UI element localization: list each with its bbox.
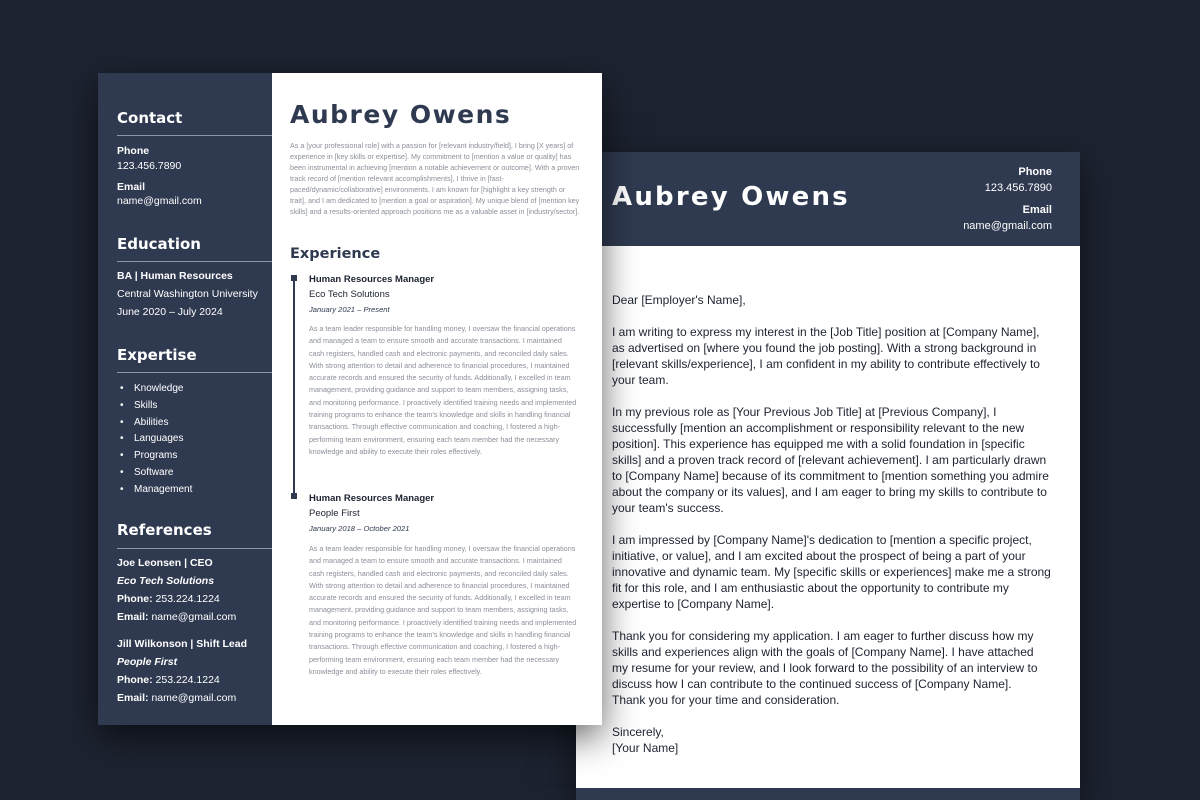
resume-main: [272, 73, 602, 725]
education-school: Central Washington University: [117, 288, 258, 300]
expertise-item: • Software: [120, 465, 192, 482]
cover-phone-label: Phone: [1018, 166, 1052, 178]
job-1-description: As a team leader responsible for handling money, I oversaw the financial operations and managed a team to ensure smooth and accurate transactions. I maintained cash registers, handled cash and electronic payments, and reconciled daily sales. With strong attention to detail and adherence to financial procedures, I maintained accurate records and ensured the security of funds. Additionally, I excelled in team management, providing guidance and support to team members, assigning tasks, and monitoring performance. I proactively identified training needs and implemented training programs to enhance the team's knowledge and skills in handling financial transactions. Through effective communication and coaching, I fostered a high-performing team environment, ensuring each team member had the necessary knowledge and ability to execute their roles effectively.: [309, 324, 577, 456]
cover-letter-page: [576, 152, 1080, 800]
job-2-dates: January 2018 – October 2021: [309, 524, 410, 533]
cover-letter-body: [612, 292, 1052, 772]
contact-email-label: Email: [117, 181, 146, 193]
reference-2-phone: 253.224.1224: [155, 674, 220, 686]
reference-2-email: name@gmail.com: [151, 692, 237, 704]
contact-phone: 123.456.7890: [117, 160, 182, 172]
cover-letter-footer-bar: [576, 788, 1080, 800]
cover-letter-header: [576, 152, 1080, 246]
resume-page: [98, 73, 602, 725]
contact-heading: Contact: [117, 109, 183, 127]
contact-email: name@gmail.com: [117, 195, 202, 207]
resume-summary: As a [your professional role] with a passion for [relevant industry/field], I bring [X years] of experience in [key skills or expertise]. My commitment to [mention a value or quality] has been instrumental in achieving [mention a notable achievement or outcome]. With a proven track record of [mention relevant accomplishments], I thrive in [fast-paced/dynamic/collaborative] environments. I am known for [highlight a key strength or trait], and I am dedicated to [mention a goal or aspiration]. My unique blend of [mention key skills] and a results-oriented approach positions me as a valuable asset in [industry/sector].: [290, 141, 580, 216]
job-1-title: Human Resources Manager: [309, 274, 435, 285]
cover-paragraph-4: Thank you for considering my application. I am eager to further discuss how my skills and experiences align with the goals of [Company Name]. I have attached my resume for your review, and I look forward to the possibility of an interview to discuss how I can contribute to the continued success of [Company Name].: [612, 629, 1038, 691]
reference-1-email-label: Email:: [117, 611, 149, 623]
reference-1-name: Joe Leonsen | CEO: [117, 557, 213, 569]
expertise-item: • Knowledge: [120, 381, 192, 398]
expertise-item: • Management: [120, 482, 192, 499]
expertise-item: • Programs: [120, 448, 192, 465]
education-degree: BA | Human Resources: [117, 270, 233, 282]
job-1-company: Eco Tech Solutions: [309, 289, 390, 300]
reference-1-phone-row: [117, 593, 220, 605]
reference-1-company: Eco Tech Solutions: [117, 575, 215, 587]
education-heading: Education: [117, 235, 201, 253]
education-dates: June 2020 – July 2024: [117, 306, 223, 318]
expertise-item: • Skills: [120, 398, 192, 415]
reference-2-email-row: [117, 692, 236, 704]
job-2-description: As a team leader responsible for handling money, I oversaw the financial operations and managed a team to ensure smooth and accurate transactions. I maintained cash registers, handled cash and electronic payments, and reconciled daily sales. With strong attention to detail and adherence to financial procedures, I maintained accurate records and ensured the security of funds. Additionally, I excelled in team management, providing guidance and support to team members, assigning tasks, and monitoring performance. I proactively identified training needs and implemented training programs to enhance the team's knowledge and skills in handling financial transactions. Through effective communication and coaching, I fostered a high-performing team environment, ensuring each team member had the necessary knowledge and ability to execute their roles effectively.: [309, 544, 577, 676]
timeline-marker-2: [291, 493, 297, 499]
cover-email: name@gmail.com: [963, 220, 1052, 232]
cover-salutation: Dear [Employer's Name],: [612, 293, 746, 307]
reference-2-phone-label: Phone:: [117, 674, 153, 686]
experience-heading: Experience: [290, 246, 381, 262]
cover-email-label: Email: [1022, 204, 1052, 216]
reference-1-phone-label: Phone:: [117, 593, 153, 605]
contact-phone-label: Phone: [117, 145, 150, 157]
reference-1-phone: 253.224.1224: [155, 593, 220, 605]
reference-2-company: People First: [117, 656, 178, 668]
expertise-list: [120, 381, 192, 499]
timeline-line-1: [293, 278, 295, 496]
expertise-heading: Expertise: [117, 346, 197, 364]
cover-paragraph-3: I am impressed by [Company Name]'s dedication to [mention a specific project, initiative, or value], and I am excited about the prospect of being a part of your innovative and dynamic team. My [specific skills or experiences] make me a strong fit for this role, and I am enthusiastic about the opportunity to contribute my expertise to [Company Name].: [612, 533, 1051, 611]
references-divider: [117, 548, 272, 549]
cover-thanks: Thank you for your time and consideration.: [612, 693, 840, 707]
timeline-marker-1: [291, 275, 297, 281]
expertise-item: • Abilities: [120, 415, 192, 432]
job-2-title: Human Resources Manager: [309, 493, 435, 504]
reference-1-email: name@gmail.com: [151, 611, 237, 623]
cover-letter-name: Aubrey Owens: [612, 182, 850, 212]
contact-divider: [117, 135, 272, 136]
cover-paragraph-1: I am writing to express my interest in the [Job Title] position at [Company Name], as advertised on [where you found the job posting]. With a strong background in [relevant skills/experience], I am confident in my ability to contribute effectively to your team.: [612, 325, 1040, 387]
cover-closing: Sincerely,: [612, 725, 664, 739]
job-1-dates: January 2021 – Present: [309, 305, 390, 314]
reference-2-name: Jill Wilkonson | Shift Lead: [117, 638, 248, 650]
expertise-item: • Languages: [120, 431, 192, 448]
reference-2-phone-row: [117, 674, 220, 686]
cover-signature: [Your Name]: [612, 741, 679, 755]
resume-sidebar: [98, 73, 272, 725]
cover-letter-contact: [963, 166, 1052, 232]
cover-paragraph-2: In my previous role as [Your Previous Job Title] at [Previous Company], I successfully [mention an accomplishment or responsibility relevant to the new position]. This experience has equipped me with a solid foundation in [specific skills] and a proven track record of [relevant achievement]. I am particularly drawn to [Company Name] because of its commitment to [mention something you admire about the company or its values], and I am eager to bring my skills to contribute to your team's success.: [612, 405, 1049, 515]
expertise-divider: [117, 372, 272, 373]
resume-name: Aubrey Owens: [290, 100, 512, 129]
reference-1-email-row: [117, 611, 236, 623]
reference-2-email-label: Email:: [117, 692, 149, 704]
cover-phone: 123.456.7890: [984, 182, 1052, 194]
references-heading: References: [117, 521, 212, 539]
education-divider: [117, 261, 272, 262]
job-2-company: People First: [309, 508, 360, 519]
